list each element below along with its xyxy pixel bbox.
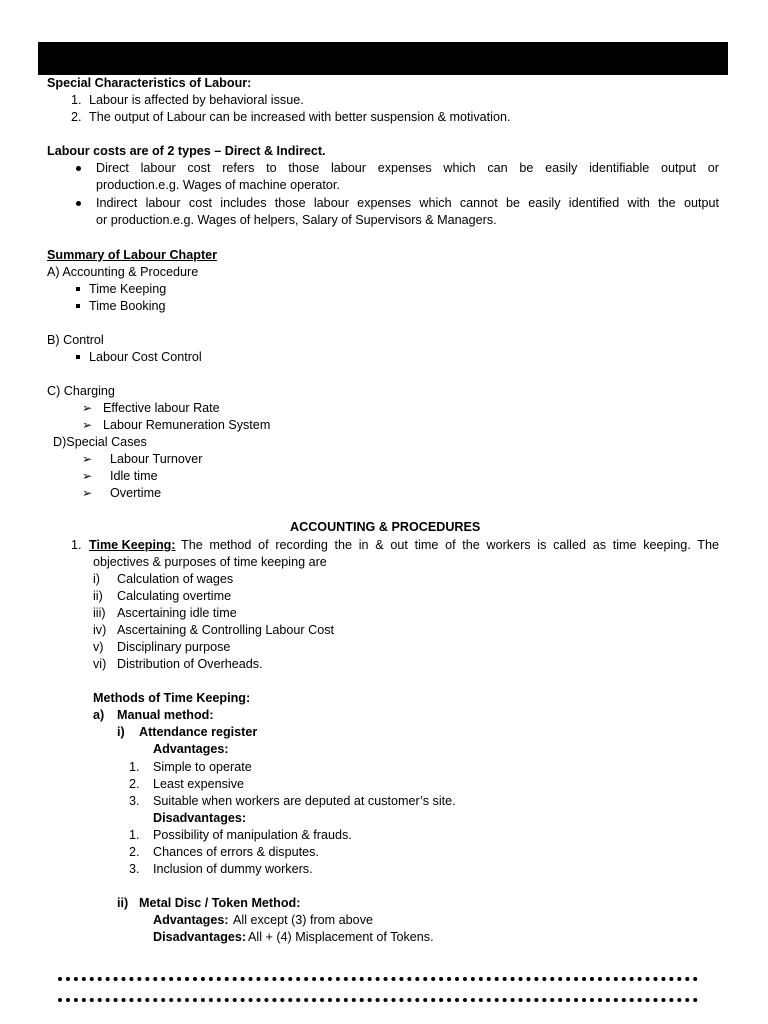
list-number: 3. — [129, 794, 140, 808]
dotted-divider — [58, 977, 698, 981]
manual-method-label: Manual method: — [117, 708, 214, 722]
header-black-bar — [38, 42, 728, 75]
list-number: v) — [93, 640, 104, 654]
list-number: 1. — [129, 760, 140, 774]
list-item: Simple to operate — [153, 760, 252, 774]
list-number: iv) — [93, 623, 107, 637]
list-number: iii) — [93, 606, 106, 620]
list-number: a) — [93, 708, 105, 722]
accounting-procedures-heading: ACCOUNTING & PROCEDURES — [290, 520, 481, 534]
list-number: 1. — [71, 93, 82, 107]
list-item: Least expensive — [153, 777, 245, 791]
arrow-bullet-icon: ➢ — [82, 469, 93, 483]
list-number: i) — [93, 572, 100, 586]
disc-disadvantages-text: All + (4) Misplacement of Tokens. — [248, 930, 434, 944]
labour-costs-heading: Labour costs are of 2 types – Direct & Indirect. — [47, 144, 326, 158]
list-item: Chances of errors & disputes. — [153, 845, 319, 859]
list-item: Ascertaining idle time — [117, 606, 237, 620]
bullet-square-icon — [76, 287, 80, 291]
disc-advantages-text: All except (3) from above — [233, 913, 373, 927]
list-item: Effective labour Rate — [103, 401, 220, 415]
attendance-register-label: Attendance register — [139, 725, 258, 739]
disc-advantages-label: Advantages: — [153, 913, 229, 927]
list-item: Inclusion of dummy workers. — [153, 862, 313, 876]
list-item: Calculating overtime — [117, 589, 232, 603]
list-item: Time Booking — [89, 299, 166, 313]
direct-cost-line-1: Direct labour cost refers to those labour expenses which can be easily identifiable output or — [96, 161, 719, 175]
list-number: 3. — [129, 862, 140, 876]
indirect-cost-line-1: Indirect labour cost includes those labour expenses which cannot be easily identified with the output — [96, 196, 719, 210]
methods-heading: Methods of Time Keeping: — [93, 691, 251, 705]
list-item: Distribution of Overheads. — [117, 657, 263, 671]
summary-section-d: D)Special Cases — [53, 435, 147, 449]
list-item: Ascertaining & Controlling Labour Cost — [117, 623, 335, 637]
list-number: i) — [117, 725, 125, 739]
list-number: ii) — [93, 589, 103, 603]
list-item: The output of Labour can be increased with better suspension & motivation. — [89, 110, 511, 124]
disadvantages-label: Disadvantages: — [153, 811, 247, 825]
list-number: 2. — [129, 777, 140, 791]
list-item: Possibility of manipulation & frauds. — [153, 828, 352, 842]
list-item: Overtime — [110, 486, 162, 500]
list-number: ii) — [117, 896, 129, 910]
advantages-label: Advantages: — [153, 742, 229, 756]
list-number: vi) — [93, 657, 107, 671]
list-number: 2. — [129, 845, 140, 859]
bullet-dot-icon — [76, 166, 81, 171]
list-item: Labour Remuneration System — [103, 418, 271, 432]
list-item: Labour Turnover — [110, 452, 203, 466]
summary-section-c: C) Charging — [47, 384, 115, 398]
list-item: Idle time — [110, 469, 158, 483]
bullet-square-icon — [76, 355, 80, 359]
dotted-divider — [58, 998, 698, 1002]
arrow-bullet-icon: ➢ — [82, 452, 93, 466]
list-number: 1. — [129, 828, 140, 842]
list-item: Time Keeping — [89, 282, 167, 296]
arrow-bullet-icon: ➢ — [82, 401, 93, 415]
summary-section-b: B) Control — [47, 333, 104, 347]
bullet-dot-icon — [76, 201, 81, 206]
special-characteristics-heading: Special Characteristics of Labour: — [47, 76, 252, 90]
time-keeping-line-2: objectives & purposes of time keeping are — [93, 555, 327, 569]
list-number: 2. — [71, 110, 82, 124]
direct-cost-line-2: production.e.g. Wages of machine operator. — [96, 178, 340, 192]
summary-section-a: A) Accounting & Procedure — [47, 265, 199, 279]
time-keeping-line-1: The method of recording the in & out time of the workers is called as time keeping. The — [181, 538, 719, 552]
disc-disadvantages-label: Disadvantages: — [153, 930, 247, 944]
list-item: Calculation of wages — [117, 572, 234, 586]
list-number: 1. — [71, 538, 82, 552]
list-item: Labour Cost Control — [89, 350, 202, 364]
arrow-bullet-icon: ➢ — [82, 418, 93, 432]
summary-heading: Summary of Labour Chapter — [47, 248, 218, 262]
time-keeping-label: Time Keeping: — [89, 538, 176, 552]
indirect-cost-line-2: or production.e.g. Wages of helpers, Salary of Supervisors & Managers. — [96, 213, 497, 227]
list-item: Labour is affected by behavioral issue. — [89, 93, 304, 107]
list-item: Suitable when workers are deputed at customer’s site. — [153, 794, 456, 808]
arrow-bullet-icon: ➢ — [82, 486, 93, 500]
list-item: Disciplinary purpose — [117, 640, 231, 654]
bullet-square-icon — [76, 304, 80, 308]
metal-disc-label: Metal Disc / Token Method: — [139, 896, 301, 910]
